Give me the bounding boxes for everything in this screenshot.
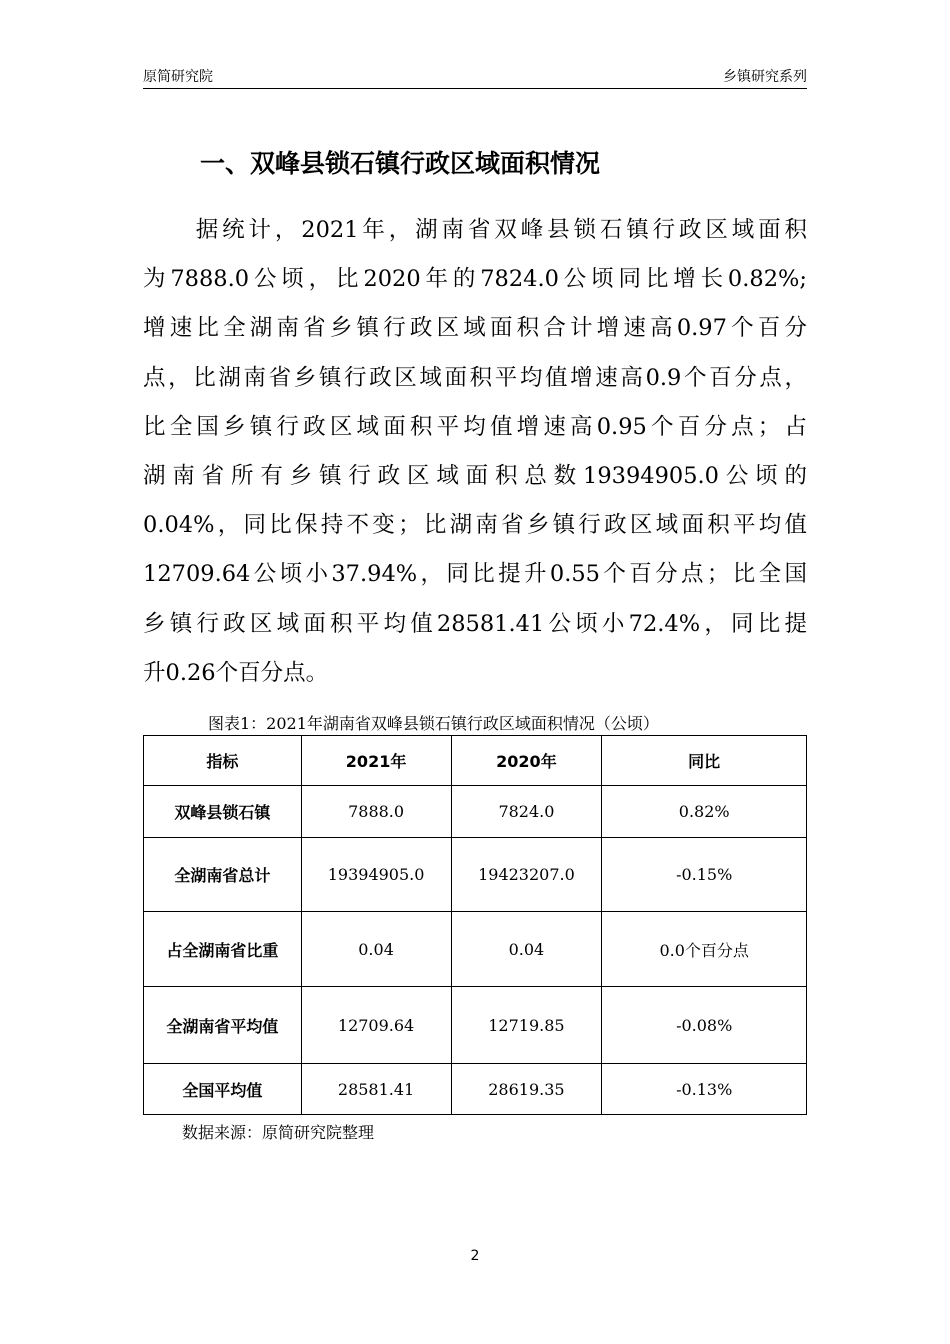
- cell-2021: 12709.64: [301, 987, 451, 1064]
- cell-yoy: 0.0个百分点: [602, 912, 807, 987]
- paragraph-line: 升0.26个百分点。: [143, 659, 329, 686]
- header-cell-2020: 2020年: [451, 736, 602, 786]
- section-title: 一、双峰县锁石镇行政区域面积情况: [200, 149, 601, 178]
- page-header: [143, 66, 807, 89]
- row-label: 全湖南省总计: [144, 838, 302, 912]
- paragraph-line: 为7888.0公顷，比2020年的7824.0公顷同比增长0.82%;: [143, 266, 807, 293]
- paragraph-line: 据统计，2021年，湖南省双峰县锁石镇行政区域面积: [143, 217, 807, 243]
- cell-2020: 0.04: [451, 912, 602, 987]
- cell-yoy: -0.13%: [602, 1064, 807, 1115]
- paragraph-line: 点，比湖南省乡镇行政区域面积平均值增速高0.9个百分点，: [143, 364, 807, 391]
- cell-yoy: 0.82%: [602, 786, 807, 838]
- row-label: 全湖南省平均值: [144, 987, 302, 1064]
- table-header-row: [144, 736, 807, 786]
- cell-2020: 7824.0: [451, 786, 602, 838]
- body-paragraph: [143, 206, 807, 698]
- header-cell-2021: 2021年: [301, 736, 451, 786]
- table-row: [144, 912, 807, 987]
- table-caption: 图表1：2021年湖南省双峰县锁石镇行政区域面积情况（公顷）: [208, 714, 659, 733]
- table-row: [144, 987, 807, 1064]
- page-number: 2: [470, 1248, 480, 1264]
- cell-yoy: -0.08%: [602, 987, 807, 1064]
- header-org: 原简研究院: [143, 69, 213, 85]
- table-row: [144, 786, 807, 838]
- cell-2020: 12719.85: [451, 987, 602, 1064]
- cell-2021: 7888.0: [301, 786, 451, 838]
- paragraph-line: 比全国乡镇行政区域面积平均值增速高0.95个百分点；占: [143, 413, 807, 440]
- cell-2021: 19394905.0: [301, 838, 451, 912]
- table-row: [144, 1064, 807, 1115]
- data-source-note: 数据来源：原简研究院整理: [182, 1123, 375, 1142]
- area-table: [143, 735, 807, 1115]
- header-cell-indicator: 指标: [144, 736, 302, 786]
- cell-2021: 28581.41: [301, 1064, 451, 1115]
- cell-yoy: -0.15%: [602, 838, 807, 912]
- paragraph-line: 0.04%，同比保持不变；比湖南省乡镇行政区域面积平均值: [143, 512, 807, 539]
- header-cell-yoy: 同比: [602, 736, 807, 786]
- cell-2020: 28619.35: [451, 1064, 602, 1115]
- row-label: 双峰县锁石镇: [144, 786, 302, 838]
- paragraph-line: 湖南省所有乡镇行政区域面积总数19394905.0公顷的: [143, 462, 807, 489]
- cell-2021: 0.04: [301, 912, 451, 987]
- table-row: [144, 838, 807, 912]
- paragraph-line: 乡镇行政区域面积平均值28581.41公顷小72.4%，同比提: [143, 610, 807, 637]
- header-series: 乡镇研究系列: [723, 69, 807, 85]
- row-label: 全国平均值: [144, 1064, 302, 1115]
- paragraph-line: 增速比全湖南省乡镇行政区域面积合计增速高0.97个百分: [143, 315, 807, 342]
- cell-2020: 19423207.0: [451, 838, 602, 912]
- paragraph-line: 12709.64公顷小37.94%，同比提升0.55个百分点；比全国: [143, 561, 807, 588]
- row-label: 占全湖南省比重: [144, 912, 302, 987]
